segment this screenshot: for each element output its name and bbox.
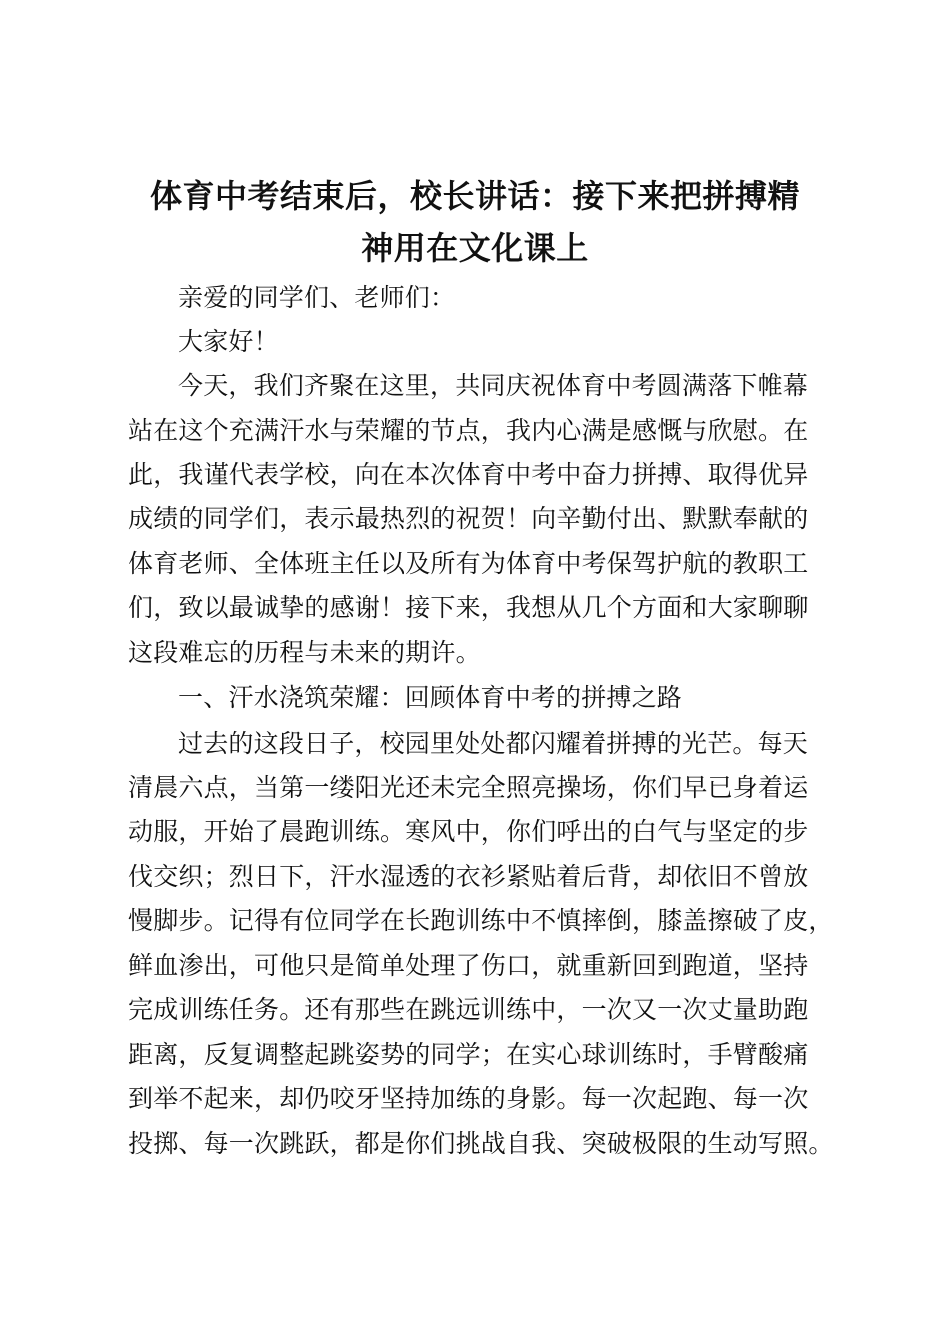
section-1-heading: 一、汗水浇筑荣耀：回顾体育中考的拼搏之路 — [178, 683, 683, 712]
paragraph-1-line-4: 成绩的同学们，表示最热烈的祝贺！向辛勤付出、默默奉献的 — [128, 504, 809, 533]
paragraph-2-line-4: 伐交织；烈日下，汗水湿透的衣衫紧贴着后背，却依旧不曾放 — [128, 862, 809, 891]
document-title — [110, 170, 840, 274]
paragraph-1-line-6: 们，致以最诚挚的感谢！接下来，我想从几个方面和大家聊聊 — [128, 593, 809, 622]
paragraph-2-line-5: 慢脚步。记得有位同学在长跑训练中不慎摔倒，膝盖擦破了皮， — [128, 906, 834, 935]
paragraph-2-line-10: 投掷、每一次跳跃，都是你们挑战自我、突破极限的生动写照。 — [128, 1129, 834, 1158]
greeting-line: 亲爱的同学们、老师们： — [178, 283, 456, 312]
paragraph-2-line-8: 距离，反复调整起跳姿势的同学；在实心球训练时，手臂酸痛 — [128, 1040, 809, 1069]
hello-line: 大家好！ — [178, 327, 279, 356]
paragraph-1-line-3: 此，我谨代表学校，向在本次体育中考中奋力拼搏、取得优异 — [128, 460, 809, 489]
paragraph-2-line-3: 动服，开始了晨跑训练。寒风中，你们呼出的白气与坚定的步 — [128, 817, 809, 846]
paragraph-2-line-7: 完成训练任务。还有那些在跳远训练中，一次又一次丈量助跑 — [128, 995, 809, 1024]
paragraph-2-line-1: 过去的这段日子，校园里处处都闪耀着拼搏的光芒。每天 — [178, 729, 809, 758]
paragraph-1-line-1: 今天，我们齐聚在这里，共同庆祝体育中考圆满落下帷幕 — [178, 371, 809, 400]
paragraph-2-line-6: 鲜血渗出，可他只是简单处理了伤口，就重新回到跑道，坚持 — [128, 951, 809, 980]
paragraph-2-line-9: 到举不起来，却仍咬牙坚持加练的身影。每一次起跑、每一次 — [128, 1084, 809, 1113]
paragraph-1-line-5: 体育老师、全体班主任以及所有为体育中考保驾护航的教职工 — [128, 549, 809, 578]
paragraph-1-line-7: 这段难忘的历程与未来的期许。 — [128, 638, 481, 667]
title-line-1: 体育中考结束后，校长讲话：接下来把拼搏精 — [149, 177, 800, 215]
paragraph-1-line-2: 站在这个充满汗水与荣耀的节点，我内心满是感慨与欣慰。在 — [128, 416, 809, 445]
paragraph-2-line-2: 清晨六点，当第一缕阳光还未完全照亮操场，你们早已身着运 — [128, 773, 809, 802]
title-line-2: 神用在文化课上 — [361, 229, 589, 267]
